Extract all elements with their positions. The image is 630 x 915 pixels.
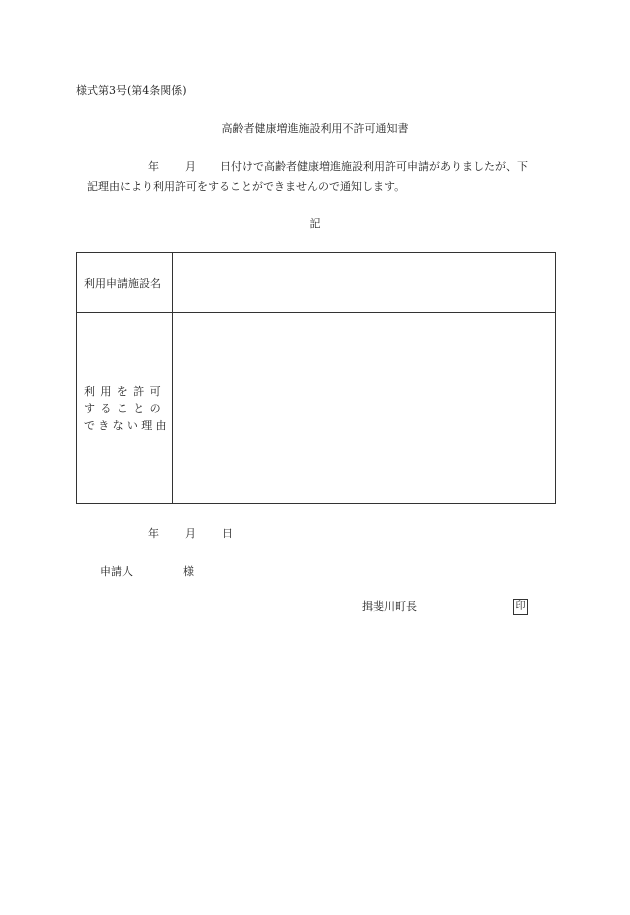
bottom-day-char: 日 bbox=[222, 527, 233, 540]
applicant-honorific: 様 bbox=[183, 565, 194, 578]
reason-value-cell[interactable] bbox=[173, 313, 556, 504]
facility-label: 利用申請施設名 bbox=[84, 276, 161, 290]
detail-table bbox=[76, 252, 556, 504]
issuer-title: 揖斐川町長 bbox=[362, 600, 417, 613]
ki-heading: 記 bbox=[309, 217, 321, 230]
bottom-month-char: 月 bbox=[185, 527, 196, 540]
reason-label bbox=[77, 383, 172, 434]
seal-mark: 印 bbox=[513, 599, 528, 615]
notice-date-line bbox=[148, 161, 196, 172]
bottom-date-line bbox=[148, 528, 233, 539]
year-char: 年 bbox=[148, 160, 159, 173]
reason-label-line-1: 利用を許可 bbox=[84, 384, 166, 398]
bottom-year-char: 年 bbox=[148, 527, 159, 540]
form-number: 様式第3号(第4条関係) bbox=[76, 84, 187, 97]
table-row-facility bbox=[77, 253, 556, 313]
body-text-line-2: 記理由により利用許可をすることができませんので通知します。 bbox=[87, 180, 406, 193]
document-title: 高齢者健康増進施設利用不許可通知書 bbox=[221, 122, 409, 135]
table-row-reason bbox=[77, 313, 556, 504]
reason-label-line-2: することの bbox=[84, 401, 166, 415]
applicant-label: 申請人 bbox=[100, 565, 133, 578]
month-char: 月 bbox=[185, 160, 196, 173]
reason-label-cell bbox=[77, 313, 173, 504]
body-text-line-1: 日付けで高齢者健康増進施設利用許可申請がありましたが、下 bbox=[220, 160, 528, 173]
facility-label-cell bbox=[77, 253, 173, 313]
applicant-line bbox=[100, 566, 194, 577]
facility-value-cell[interactable] bbox=[173, 253, 556, 313]
reason-label-line-3: できない理由 bbox=[84, 418, 170, 432]
